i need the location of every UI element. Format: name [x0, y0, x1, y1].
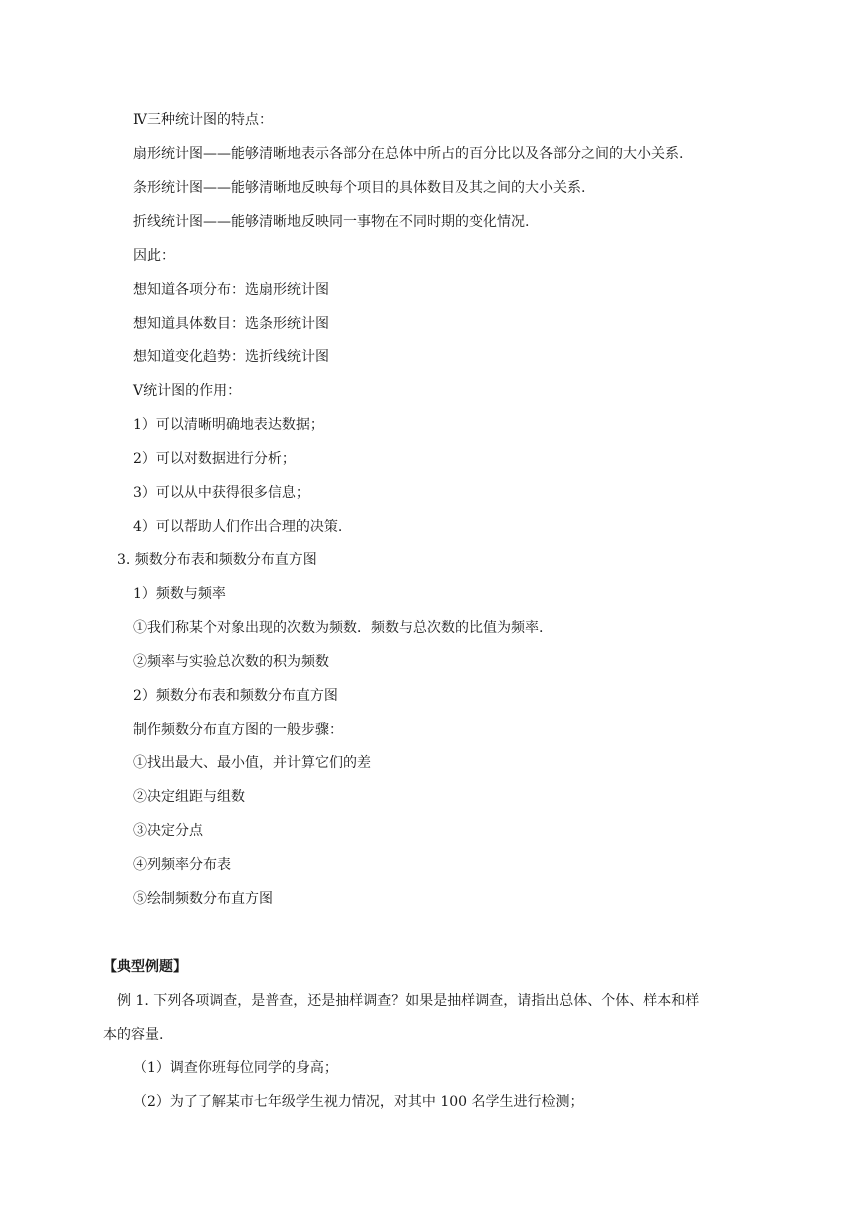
- example-1-question-2: （2）为了了解某市七年级学生视力情况，对其中 100 名学生进行检测；: [133, 1094, 584, 1110]
- steps-heading: 制作频数分布直方图的一般步骤：: [133, 722, 343, 738]
- example-1-question-1: （1）调查你班每位同学的身高；: [133, 1060, 338, 1076]
- therefore-label: 因此：: [133, 248, 175, 264]
- choice-trend: 想知道变化趋势：选折线统计图: [133, 349, 329, 365]
- use-item-3: 3）可以从中获得很多信息；: [133, 485, 310, 501]
- pie-chart-feature: 扇形统计图——能够清晰地表示各部分在总体中所占的百分比以及各部分之间的大小关系.: [133, 146, 684, 162]
- bar-chart-feature: 条形统计图——能够清晰地反映每个项目的具体数目及其之间的大小关系.: [133, 180, 586, 196]
- features-heading: Ⅳ三种统计图的特点：: [133, 112, 273, 128]
- use-item-4: 4）可以帮助人们作出合理的决策.: [133, 519, 343, 535]
- use-item-1: 1）可以清晰明确地表达数据；: [133, 417, 324, 433]
- step-4: ④列频率分布表: [133, 857, 231, 873]
- section-3-heading: 3. 频数分布表和频数分布直方图: [117, 552, 317, 568]
- line-chart-feature: 折线统计图——能够清晰地反映同一事物在不同时期的变化情况.: [133, 214, 530, 230]
- example-1-line-1: 例 1. 下列各项调查，是普查，还是抽样调查？如果是抽样调查，请指出总体、个体、样本和样: [117, 993, 700, 1009]
- choice-distribution: 想知道各项分布：选扇形统计图: [133, 282, 329, 298]
- frequency-definition-1: ①我们称某个对象出现的次数为频数．频数与总次数的比值为频率.: [133, 620, 544, 636]
- choice-number: 想知道具体数目：选条形统计图: [133, 316, 329, 332]
- step-5: ⑤绘制频数分布直方图: [133, 891, 273, 907]
- step-1: ①找出最大、最小值，并计算它们的差: [133, 755, 371, 771]
- frequency-subheading: 1）频数与频率: [133, 586, 226, 602]
- examples-heading: 【典型例题】: [103, 959, 187, 975]
- step-2: ②决定组距与组数: [133, 789, 245, 805]
- uses-heading: Ⅴ统计图的作用：: [133, 383, 242, 399]
- use-item-2: 2）可以对数据进行分析；: [133, 451, 296, 467]
- histogram-subheading: 2）频数分布表和频数分布直方图: [133, 688, 338, 704]
- frequency-definition-2: ②频率与实验总次数的积为频数: [133, 654, 329, 670]
- step-3: ③决定分点: [133, 823, 203, 839]
- example-1-line-2: 本的容量.: [103, 1027, 164, 1043]
